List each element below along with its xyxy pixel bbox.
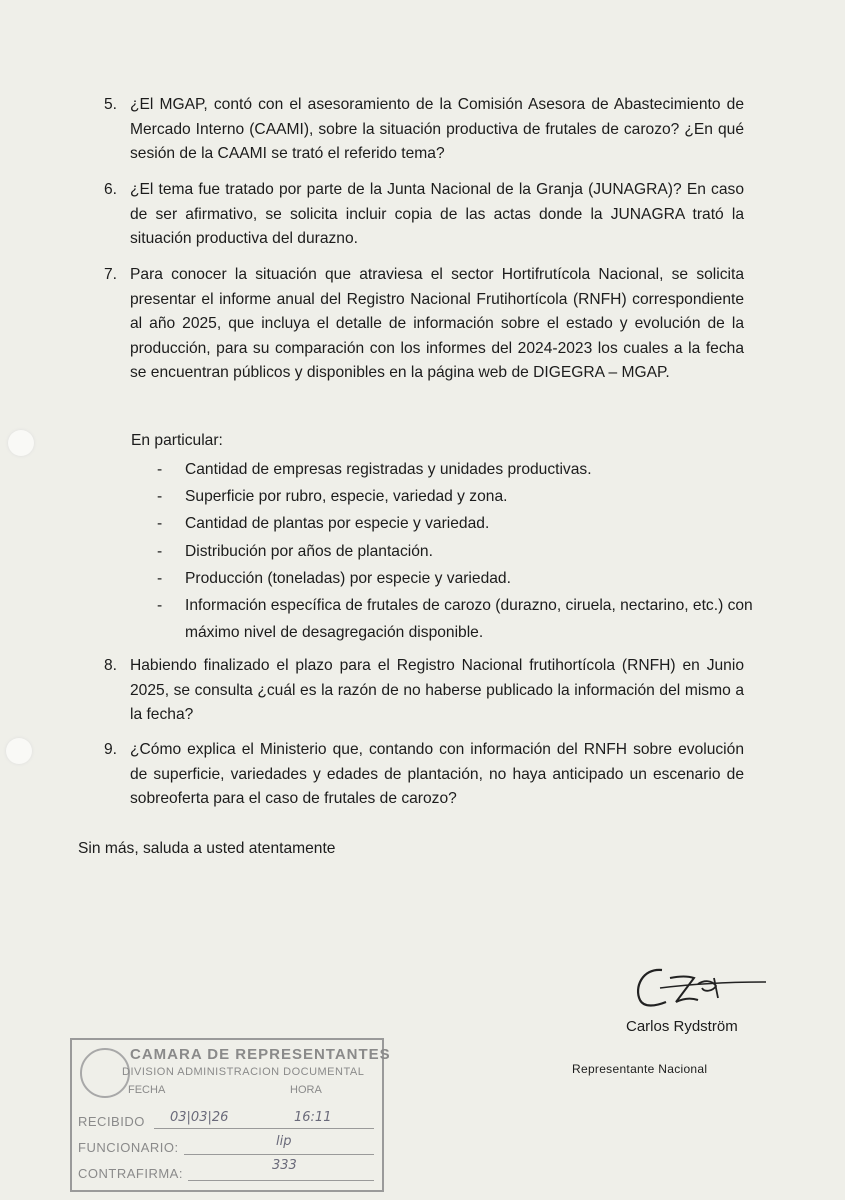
stamp-contrafirma-label: CONTRAFIRMA: [78, 1166, 183, 1181]
bullet-text: Distribución por años de plantación. [185, 542, 433, 560]
recibido-time: 16:11 [294, 1110, 332, 1125]
contrafirma-line [188, 1180, 374, 1181]
item-text: Para conocer la situación que atraviesa el sector Hortifrutícola Nacional, se solicita presentar el informe anual del Registro Nacional Frutihortícola (RNFH) correspondiente al año 2025, que incluya el detalle de información sobre el estado y evolución de la producción, para su comparación con los informes del 2024-2023 los cuales a la fecha se encuentran públicos y disponibles en la página web de DIGEGRA – MGAP. [130, 266, 744, 381]
bullet-text: Cantidad de empresas registradas y unidades productivas. [185, 461, 592, 478]
punch-hole-top [8, 430, 34, 456]
bullet-dash: - [157, 569, 163, 587]
funcionario-value: lip [276, 1134, 292, 1149]
item-number: 5. [104, 96, 118, 113]
punch-hole-bottom [6, 738, 32, 764]
contrafirma-value: 333 [272, 1158, 297, 1173]
question-item-8 [104, 654, 744, 728]
bullet-dash: - [157, 461, 163, 478]
bullet-list [157, 456, 757, 646]
item-number: 8. [104, 657, 118, 674]
stamp-title: CAMARA DE REPRESENTANTES [130, 1046, 391, 1063]
stamp-hora-label: HORA [290, 1084, 322, 1096]
particular-heading: En particular: [131, 432, 223, 449]
bullet-dash: - [157, 488, 163, 506]
stamp-recibido-label: RECIBIDO [78, 1114, 145, 1129]
bullet-text: Superficie por rubro, especie, variedad y zona. [185, 488, 508, 506]
bullet-text: Producción (toneladas) por especie y variedad. [185, 569, 511, 587]
question-item-9 [104, 738, 744, 812]
list-item [157, 510, 757, 537]
bullet-text: Cantidad de plantas por especie y variedad. [185, 515, 490, 533]
item-number: 9. [104, 741, 118, 758]
item-text: Habiendo finalizado el plazo para el Registro Nacional frutihortícola (RNFH) en Junio 2025, se consulta ¿cuál es la razón de no haberse publicado la información del mismo a la fecha? [130, 657, 744, 723]
funcionario-line [184, 1154, 374, 1155]
stamp-division: DIVISION ADMINISTRACION DOCUMENTAL [122, 1066, 365, 1078]
question-item-7 [104, 263, 744, 386]
recibido-date: 03|03|26 [170, 1110, 229, 1125]
list-item [157, 538, 757, 565]
list-item [157, 592, 785, 646]
bullet-text: Información específica de frutales de carozo (durazno, ciruela, nectarino, etc.) con máximo nivel de desagregación disponible. [185, 597, 753, 642]
bullet-dash: - [157, 542, 163, 560]
question-item-5 [104, 93, 744, 167]
item-text: ¿El MGAP, contó con el asesoramiento de la Comisión Asesora de Abastecimiento de Mercado Interno (CAAMI), sobre la situación productiva de frutales de carozo? ¿En qué sesión de la CAAMI se trató el referido tema? [130, 96, 744, 162]
item-text: ¿El tema fue tratado por parte de la Junta Nacional de la Granja (JUNAGRA)? En caso de ser afirmativo, se solicita incluir copia de las actas donde la JUNAGRA trató la situación productiva del durazno. [130, 181, 744, 247]
reception-stamp [70, 1038, 391, 1192]
signer-role: Representante Nacional [572, 1062, 708, 1076]
item-text: ¿Cómo explica el Ministerio que, contando con información del RNFH sobre evolución de superficie, variedades y edades de plantación, no haya anticipado un escenario de sobreoferta para el caso de frutales de carozo? [130, 741, 744, 807]
closing-salutation: Sin más, saluda a usted atentamente [78, 840, 336, 857]
list-item [157, 483, 757, 510]
item-number: 6. [104, 181, 118, 198]
bullet-dash: - [157, 515, 163, 533]
stamp-funcionario-label: FUNCIONARIO: [78, 1140, 179, 1155]
bullet-dash: - [157, 597, 163, 615]
signer-name: Carlos Rydström [626, 1018, 738, 1035]
stamp-fecha-label: FECHA [128, 1084, 166, 1096]
list-item [157, 456, 757, 483]
recibido-line [154, 1128, 374, 1129]
list-item [157, 565, 757, 592]
item-number: 7. [104, 266, 118, 283]
handwritten-signature [632, 958, 772, 1018]
question-item-6 [104, 178, 744, 252]
